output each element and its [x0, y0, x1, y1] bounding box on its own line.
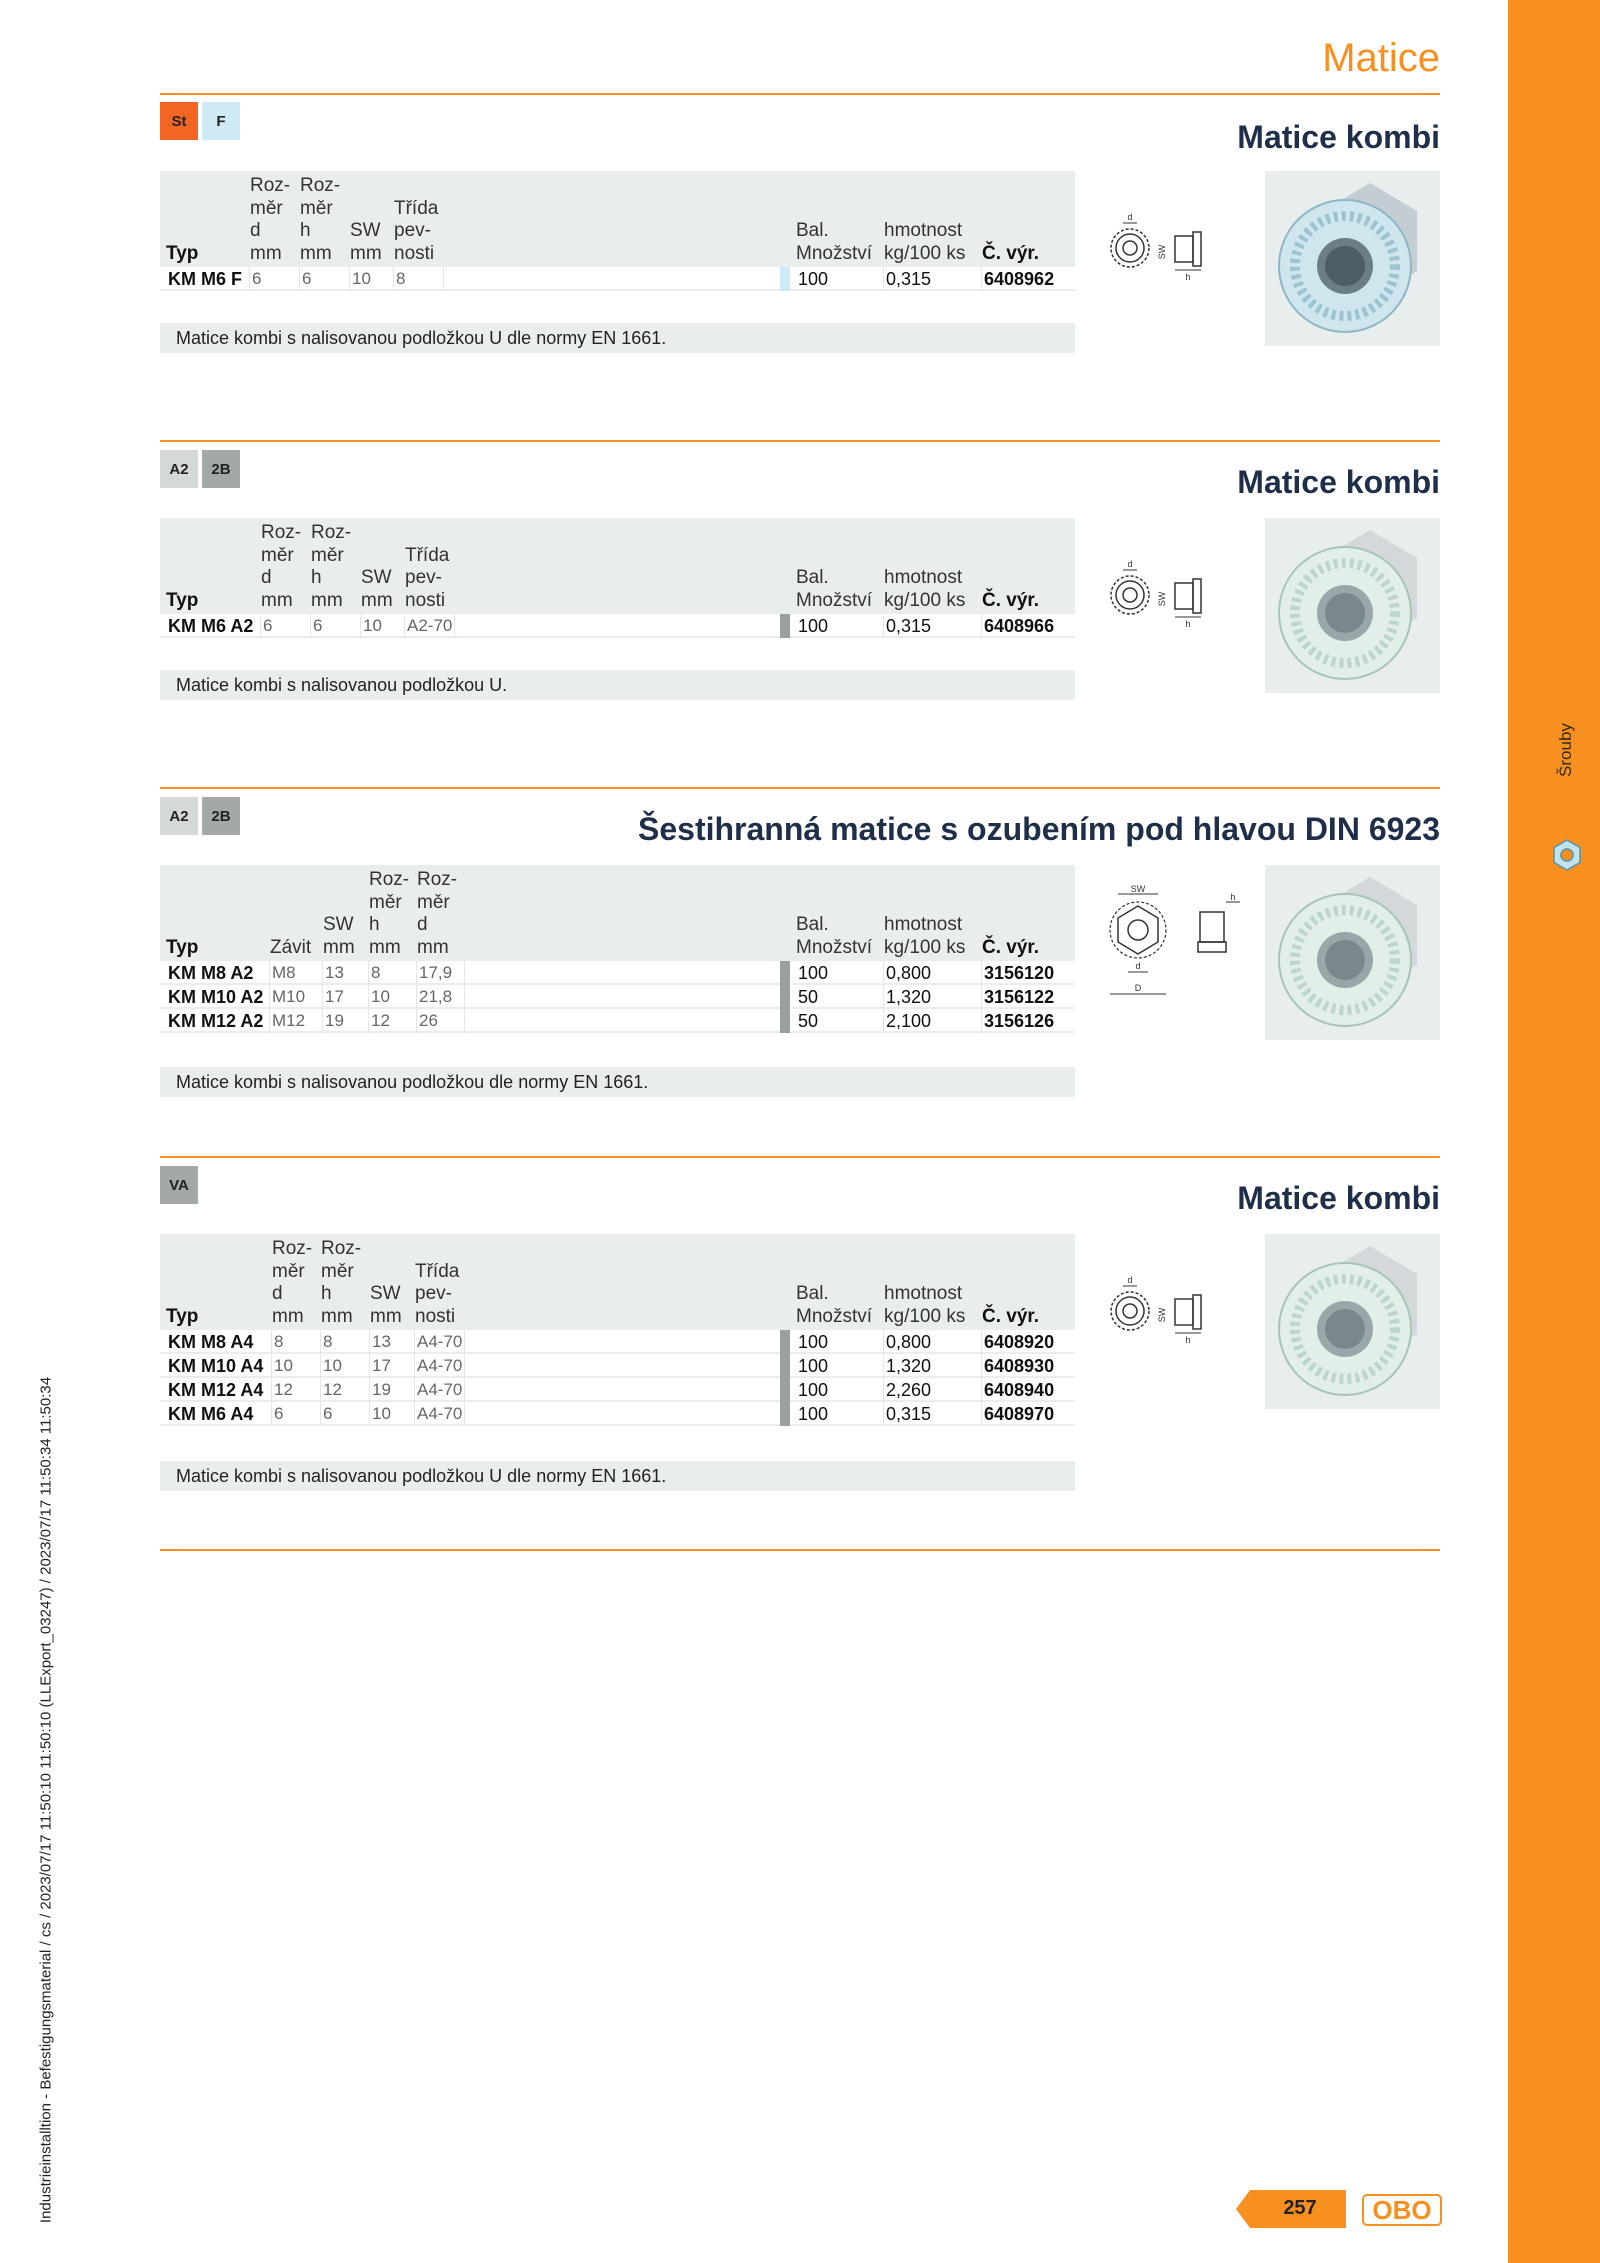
section-title: Matice kombi: [1237, 119, 1440, 155]
cell: A4-70: [415, 1330, 465, 1354]
cell: 2,260: [884, 1378, 982, 1402]
cell: 17: [323, 985, 369, 1009]
header-col: hmotnost kg/100 ks: [884, 914, 966, 958]
cell: 8: [394, 267, 444, 291]
cell: 100: [796, 1330, 884, 1354]
cell: 100: [796, 267, 884, 291]
product-photo: [1265, 1234, 1440, 1409]
header-col: Roz- měr d mm: [250, 175, 291, 264]
cell: 10: [350, 267, 394, 291]
header-col: Bal. Množství: [796, 914, 873, 958]
header-col: hmotnost kg/100 ks: [884, 1283, 966, 1327]
table-row: [160, 1009, 1075, 1033]
cell-typ: KM M8 A2: [166, 961, 270, 985]
side-category-label: Šrouby: [1556, 723, 1575, 777]
cell-typ: KM M6 F: [166, 267, 250, 291]
cell-typ: KM M10 A2: [166, 985, 270, 1009]
drawing-label-d: d: [1127, 559, 1133, 569]
product-note: Matice kombi s nalisovanou podložkou U dle normy EN 1661.: [160, 323, 1075, 353]
material-badge-f: F: [202, 102, 240, 140]
cell: 0,315: [884, 614, 982, 638]
table-row: [160, 1354, 1075, 1378]
cell: 8: [369, 961, 417, 985]
cell: 17,9: [417, 961, 465, 985]
drawing-label-d: d: [1127, 212, 1133, 222]
drawing-label-h: h: [1185, 1335, 1191, 1345]
header-col: Roz- měr h mm: [311, 522, 352, 611]
page-title: Matice: [1322, 36, 1440, 80]
cell-typ: KM M12 A2: [166, 1009, 270, 1033]
cell: 6: [321, 1402, 370, 1426]
cell: A4-70: [415, 1354, 465, 1378]
cell-article: 3156120: [984, 963, 1055, 983]
cell: 13: [323, 961, 369, 985]
cell: 17: [370, 1354, 415, 1378]
cell: 10: [361, 614, 405, 638]
row-marker: [780, 985, 790, 1009]
cell: 6: [272, 1402, 321, 1426]
header-col: Závit: [270, 936, 312, 958]
product-section: [160, 1156, 1440, 1496]
technical-drawing: [1100, 168, 1250, 318]
section-title: Matice kombi: [1237, 1180, 1440, 1216]
header-col: Roz- měr h mm: [369, 869, 410, 958]
material-badge-va: VA: [160, 1166, 198, 1204]
cell: 50: [796, 1009, 884, 1033]
product-table: [160, 865, 1075, 1033]
cell-typ: KM M12 A4: [166, 1378, 272, 1402]
header-article: Č. výr.: [982, 936, 1040, 958]
product-table: [160, 518, 1075, 638]
table-row: [160, 1330, 1075, 1354]
cell: 100: [796, 614, 884, 638]
header-col: Třída pev- nosti: [405, 544, 450, 611]
header-col: Roz- měr d mm: [417, 869, 458, 958]
cell-article: 6408966: [984, 616, 1055, 636]
table-header: [160, 865, 1075, 961]
cell: M12: [270, 1009, 323, 1033]
product-table: [160, 171, 1075, 291]
cell-typ: KM M6 A2: [166, 614, 261, 638]
header-typ: Typ: [166, 589, 199, 611]
row-marker: [780, 1330, 790, 1354]
header-typ: Typ: [166, 242, 199, 264]
cell: 10: [369, 985, 417, 1009]
product-section: [160, 93, 1440, 353]
table-row: [160, 1378, 1075, 1402]
cell-article: 3156122: [984, 987, 1055, 1007]
header-typ: Typ: [166, 936, 199, 958]
section-title: Šestihranná matice s ozubením pod hlavou DIN 6923: [638, 811, 1440, 847]
cell: 8: [272, 1330, 321, 1354]
header-col: Roz- měr h mm: [300, 175, 341, 264]
table-row: [160, 985, 1075, 1009]
product-photo: [1265, 865, 1440, 1040]
table-row: [160, 267, 1075, 291]
drawing-label-h: h: [1230, 892, 1236, 902]
cell: 100: [796, 1378, 884, 1402]
cell: 100: [796, 1354, 884, 1378]
material-badge-st: St: [160, 102, 198, 140]
header-col: Bal. Množství: [796, 1283, 873, 1327]
drawing-label-d: d: [1127, 1275, 1133, 1285]
cell-article: 6408940: [984, 1380, 1055, 1400]
cell: 10: [321, 1354, 370, 1378]
cell: 1,320: [884, 985, 982, 1009]
material-badge-a2: A2: [160, 797, 198, 835]
cell: 0,800: [884, 961, 982, 985]
page-number: 257: [1283, 2197, 1317, 2219]
side-bar: [1508, 0, 1600, 2263]
drawing-label-d2: d: [1135, 961, 1141, 971]
material-badges: [160, 797, 240, 835]
row-marker: [780, 961, 790, 985]
product-note: Matice kombi s nalisovanou podložkou dle normy EN 1661.: [160, 1067, 1075, 1097]
cell: 0,315: [884, 267, 982, 291]
cell: 19: [370, 1378, 415, 1402]
material-badges: [160, 450, 240, 488]
header-col: SW mm: [361, 567, 393, 611]
obo-logo: [1362, 2192, 1442, 2228]
material-badge-a2: A2: [160, 450, 198, 488]
product-section: [160, 787, 1440, 1097]
material-badges: [160, 102, 240, 140]
cell-typ: KM M8 A4: [166, 1330, 272, 1354]
product-note: Matice kombi s nalisovanou podložkou U dle normy EN 1661.: [160, 1461, 1075, 1491]
cell: 6: [300, 267, 350, 291]
cell: 0,800: [884, 1330, 982, 1354]
table-header: [160, 171, 1075, 267]
cell: 10: [272, 1354, 321, 1378]
header-col: SW mm: [350, 220, 382, 264]
row-marker: [780, 1402, 790, 1426]
section-rule: [160, 440, 1440, 442]
header-col: SW mm: [370, 1283, 402, 1327]
header-col: hmotnost kg/100 ks: [884, 220, 966, 264]
cell: A4-70: [415, 1378, 465, 1402]
cell: 26: [417, 1009, 465, 1033]
cell-typ: KM M10 A4: [166, 1354, 272, 1378]
cell: 10: [370, 1402, 415, 1426]
table-header: [160, 1234, 1075, 1330]
header-col: SW mm: [323, 914, 355, 958]
table-row: [160, 614, 1075, 638]
header-col: Třída pev- nosti: [394, 197, 439, 264]
cell: 12: [272, 1378, 321, 1402]
cell: 8: [321, 1330, 370, 1354]
cell-article: 6408920: [984, 1332, 1055, 1352]
material-badge-2b: 2B: [202, 450, 240, 488]
header-col: Roz- měr h mm: [321, 1238, 362, 1327]
table-row: [160, 1402, 1075, 1426]
drawing-label-big-d: D: [1134, 983, 1142, 993]
cell: 1,320: [884, 1354, 982, 1378]
product-note: Matice kombi s nalisovanou podložkou U.: [160, 670, 1075, 700]
header-col: Bal. Množství: [796, 220, 873, 264]
product-section: [160, 440, 1440, 700]
header-col: hmotnost kg/100 ks: [884, 567, 966, 611]
material-badge-2b: 2B: [202, 797, 240, 835]
cell: 2,100: [884, 1009, 982, 1033]
row-marker: [780, 614, 790, 638]
technical-drawing: [1100, 1231, 1250, 1381]
row-marker: [780, 1354, 790, 1378]
header-col: Bal. Množství: [796, 567, 873, 611]
cell: A4-70: [415, 1402, 465, 1426]
cell: 100: [796, 961, 884, 985]
drawing-label-sw: SW: [1130, 884, 1146, 894]
header-article: Č. výr.: [982, 1305, 1040, 1327]
product-photo: [1265, 518, 1440, 693]
material-badges: [160, 1166, 198, 1204]
header-typ: Typ: [166, 1305, 199, 1327]
cell-article: 6408930: [984, 1356, 1055, 1376]
cell-article: 3156126: [984, 1011, 1055, 1031]
screw-nut-icon: [1550, 838, 1584, 872]
header-article: Č. výr.: [982, 589, 1040, 611]
cell: 6: [311, 614, 361, 638]
header-col: Třída pev- nosti: [415, 1260, 460, 1327]
header-col: Roz- měr d mm: [261, 522, 302, 611]
section-rule: [160, 787, 1440, 789]
header-article: Č. výr.: [982, 242, 1040, 264]
export-metadata: Industrieinstalltion - Befestigungsmaterial / cs / 2023/07/17 11:50:10 11:50:10 (LLExport_03247) / 2023/07/17 11:50:34 11:50:34: [37, 1376, 55, 2224]
row-marker: [780, 1009, 790, 1033]
cell: 13: [370, 1330, 415, 1354]
technical-drawing: [1100, 515, 1250, 665]
cell-article: 6408970: [984, 1404, 1055, 1424]
cell: 6: [250, 267, 300, 291]
drawing-label-h: h: [1185, 619, 1191, 629]
row-marker: [780, 1378, 790, 1402]
cell: 19: [323, 1009, 369, 1033]
cell: 12: [369, 1009, 417, 1033]
drawing-label-sw: SW: [1157, 244, 1167, 260]
section-rule: [160, 1156, 1440, 1158]
technical-drawing: [1100, 882, 1250, 1032]
logo-text: OBO: [1372, 2195, 1432, 2225]
drawing-label-sw: SW: [1157, 1307, 1167, 1323]
cell: 12: [321, 1378, 370, 1402]
header-col: Roz- měr d mm: [272, 1238, 313, 1327]
cell: 6: [261, 614, 311, 638]
cell: M10: [270, 985, 323, 1009]
table-row: [160, 961, 1075, 985]
section-title: Matice kombi: [1237, 464, 1440, 500]
cell: A2-70: [405, 614, 455, 638]
cell: 50: [796, 985, 884, 1009]
cell-article: 6408962: [984, 269, 1055, 289]
cell: 100: [796, 1402, 884, 1426]
bottom-rule: [160, 1549, 1440, 1551]
cell-typ: KM M6 A4: [166, 1402, 272, 1426]
drawing-label-sw: SW: [1157, 591, 1167, 607]
product-photo: [1265, 171, 1440, 346]
table-header: [160, 518, 1075, 614]
cell: 21,8: [417, 985, 465, 1009]
cell: M8: [270, 961, 323, 985]
product-table: [160, 1234, 1075, 1426]
cell: 0,315: [884, 1402, 982, 1426]
drawing-label-h: h: [1185, 272, 1191, 282]
row-marker: [780, 267, 790, 291]
